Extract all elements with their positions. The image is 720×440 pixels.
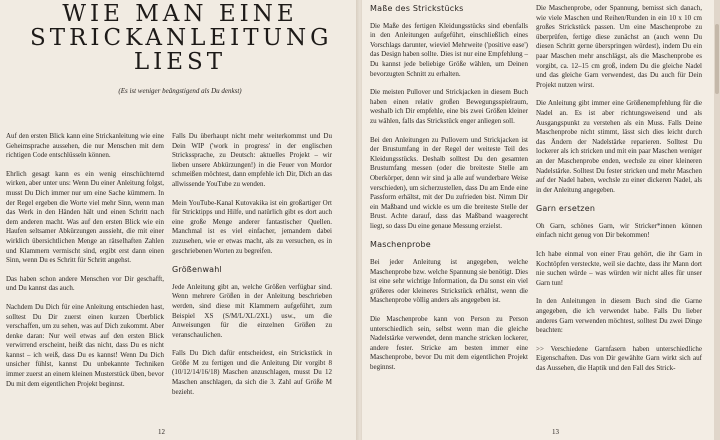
paragraph: Auf den ersten Blick kann eine Strickanleitung wie eine Geheimsprache aussehen, die nur Menschen mit dem richtigen Code entschlüsseln können. <box>6 132 164 160</box>
paragraph: Ehrlich gesagt kann es ein wenig einschüchternd wirken, aber unter uns: Wenn Du einer Anleitung folgst, musst Du Dich immer nur um eine Sache kümmern. In der Regel ergeben die Worte viel mehr Sinn, wenn man das Werk in den Händen hält und einen Schritt nach dem anderen macht. Was auf den ersten Blick wie ein Haufen seltsamer Abkürzungen aussieht, die mit einer wirklich übersichtlichen Menge an rätselhaften Zahlen und Klammern vermischt sind, ergibt erst dann einen Sinn, wenn Du es Schritt für Schritt angehst. <box>6 169 164 265</box>
title-line: LIEST <box>133 49 227 75</box>
left-column-1 <box>6 132 164 398</box>
paragraph: Jede Anleitung gibt an, welche Größen verfügbar sind. Wenn mehrere Größen in der Anleitung beschrieben werden, sind diese mit Klammern aufgeführt, zum Beispiel XS (S/M/L/XL/2XL) usw., um die Anweisungen für die einzelnen Größen zu veranschaulichen. <box>172 282 332 339</box>
paragraph: Die Anleitung gibt immer eine Größenempfehlung für die Nadel an. Es ist aber richtungsweisend und als Ausgangspunkt zu verstehen als ein Muss. Falls Deine Maschenprobe nicht stimmt, lässt sich dies leicht durch das Ändern der Nadelstärke reparieren. Solltest Du lockerer als ich stricken und mit ein paar Maschen weniger an der Maschenprobe enden, wechsle zu einer kleineren Nadelstärke. Solltest Du fester stricken und mehr Maschen auf der Nadel haben, wechsle zu einer dickeren Nadel, als in der Anleitung angegeben. <box>536 99 702 194</box>
paragraph: Falls Du überhaupt nicht mehr weiterkommst und Du Dein WIP ('work in progress' in der englischen Strickssprache, zu Deutsch: aktuelles Projekt – wir lieben unsere Abkürzungen!) in die Feuer von Mordor schmeißen möchtest, dann empfehle ich Dir, Dich an das allwissende YouTube zu wenden. <box>172 132 332 188</box>
section-heading-size: Größenwahl <box>172 265 222 275</box>
paragraph: Die Maschenprobe kann von Person zu Person unterschiedlich sein, selbst wenn man die gleiche Nadelstärke verwendet, denn manche stricken lockerer, andere fester. Stricke am besten immer eine Maschenprobe, bevor Du mit dem eigentlichen Projekt beginnst. <box>370 315 528 371</box>
paragraph: Die Maschenprobe, oder Spannung, bemisst sich danach, wie viele Maschen und Reihen/Runden in ein 10 x 10 cm großes Strickstück passen. Um eine Maschenprobe zu überprüfen, fertige diese zunächst an (auch wenn Du diesen Schritt gerne überspringen würdest), indem Du ein paar Maschen mehr anschlägst, als die Maschenprobe es vorgibt, ca. 12–15 cm groß, indem Du die gleiche Nadel und das gleiche Garn verwendest, das Du auch für Dein Projekt nutzen wirst. <box>536 4 702 89</box>
paragraph: >> Verschiedene Garnfasern haben unterschiedliche Eigenschaften. Das von Dir gewählte Garn wirkt sich auf das Aussehen, die Haptik und den Fall des Strick- <box>536 344 702 372</box>
page-number: 13 <box>552 428 559 436</box>
right-column-1 <box>370 4 528 382</box>
paragraph: Falls Du Dich dafür entscheidest, ein Strickstück in Größe M zu fertigen und die Anleitung Dir vorgibt 8 (10/12/14/16/18) Maschen anzuschlagen, musst Du 12 Maschen anschlagen, da sich die 3. Zahl auf Größe M bezieht. <box>172 349 332 396</box>
paragraph: In den Anleitungen in diesem Buch sind die Garne angegeben, die ich verwendet habe. Falls Du lieber anderes Garn verwenden möchtest, solltest Du zwei Dinge beachten: <box>536 297 702 335</box>
scrollbar-thumb[interactable] <box>715 24 719 94</box>
section-heading-gauge: Maschenprobe <box>370 240 431 250</box>
paragraph: Das haben schon andere Menschen vor Dir geschafft, und Du kannst das auch. <box>6 274 164 293</box>
left-column-2 <box>172 132 332 406</box>
paragraph: Nachdem Du Dich für eine Anleitung entschieden hast, solltest Du Dir zuerst einen kurzen Überblick verschaffen, um zu sehen, was auf Dich zukommt. Aber denke daran: Nur weil etwas auf den ersten Blick verwirrend erscheint, heißt das nicht, dass Du es nicht kannst – ich weiß, dass Du es kannst! Wenn Du Dich unsicher fühlst, kannst Du unbekannte Techniken immer zuerst an einem kleinen Musterstück üben, bevor Du mit dem eigentlichen Projekt beginnst. <box>6 302 164 388</box>
paragraph: Bei jeder Anleitung ist angegeben, welche Maschenprobe bzw. welche Spannung sie benötigt. Dies ist eine sehr wichtige Information, da Du sonst ein viel größeres oder kleineres Strickstück erhältst, wenn die Maschenprobe völlig anders als angegeben ist. <box>370 258 528 305</box>
right-column-2 <box>536 4 702 383</box>
paragraph: Bei den Anleitungen zu Pullovern und Strickjacken ist der Brustumfang in der Regel der weiteste Teil des Kleidungsstücks. Deshalb solltest Du den gesamten Brustumfang messen (oder die breiteste Stelle am Oberkörper, denn wir sind ja alle auf wunderbare Weise verschieden), um sicherzustellen, dass Du am Ende eine Passform erhältst, mit der Du zufrieden bist. Nimm Dir ein Maßband und wickle es um die breiteste Stelle der Brust. Achte darauf, dass das Maßband waagerecht liegt, so dass Du eine genaue Messung erzielst. <box>370 135 528 230</box>
scrollbar[interactable] <box>714 0 720 440</box>
left-page <box>0 0 358 440</box>
page-subtitle: (Es ist weniger beängstigend als Du denkst) <box>118 87 242 95</box>
paragraph: Die meisten Pullover und Strickjacken in diesem Buch haben einen relativ großen Bewegungsspielraum, weshalb ich Dir empfehle, eine bis zwei Größen kleiner zu wählen, falls das Strickstück enger anliegen soll. <box>370 88 528 125</box>
paragraph: Ich habe einmal von einer Frau gehört, die ihr Garn in Kochtöpfen versteckte, weil sie dachte, dass ihr Mann dort nie suchen würde – was würden wir nicht alles für unser Garn tun! <box>536 250 702 287</box>
page-title <box>30 1 333 75</box>
paragraph: Mein YouTube-Kanal Kutovakika ist ein großartiger Ort für Stricktipps und Hilfe, und natürlich gibt es dort auch eine große Menge anderer fantastischer Quellen. Manchmal ist es viel einfacher, jemandem dabei zuzusehen, wie er etwas macht, als zu versuchen, es in geschriebenen Worten zu begreifen. <box>172 198 332 255</box>
paragraph: Oh Garn, schönes Garn, wir Stricker*innen können einfach nicht genug von Dir bekommen! <box>536 221 702 240</box>
title-line: STRICKANLEITUNG <box>30 25 333 51</box>
page-number: 12 <box>158 428 165 436</box>
paragraph: Die Maße des fertigen Kleidungsstücks sind ebenfalls in den Anleitungen aufgeführt, einschließlich eines Vorschlags darunter, wieviel Mehrweite ('positive ease') das Design haben sollte. Dies ist nur eine Empfehlung – Du kannst jede beliebige Größe wählen, um Deinen bevorzugten Schnitt zu erhalten. <box>370 21 528 78</box>
section-heading-yarn: Garn ersetzen <box>536 204 596 214</box>
section-heading-measure: Maße des Strickstücks <box>370 4 464 13</box>
title-line: WIE MAN EINE <box>62 1 298 27</box>
right-page <box>362 0 720 440</box>
